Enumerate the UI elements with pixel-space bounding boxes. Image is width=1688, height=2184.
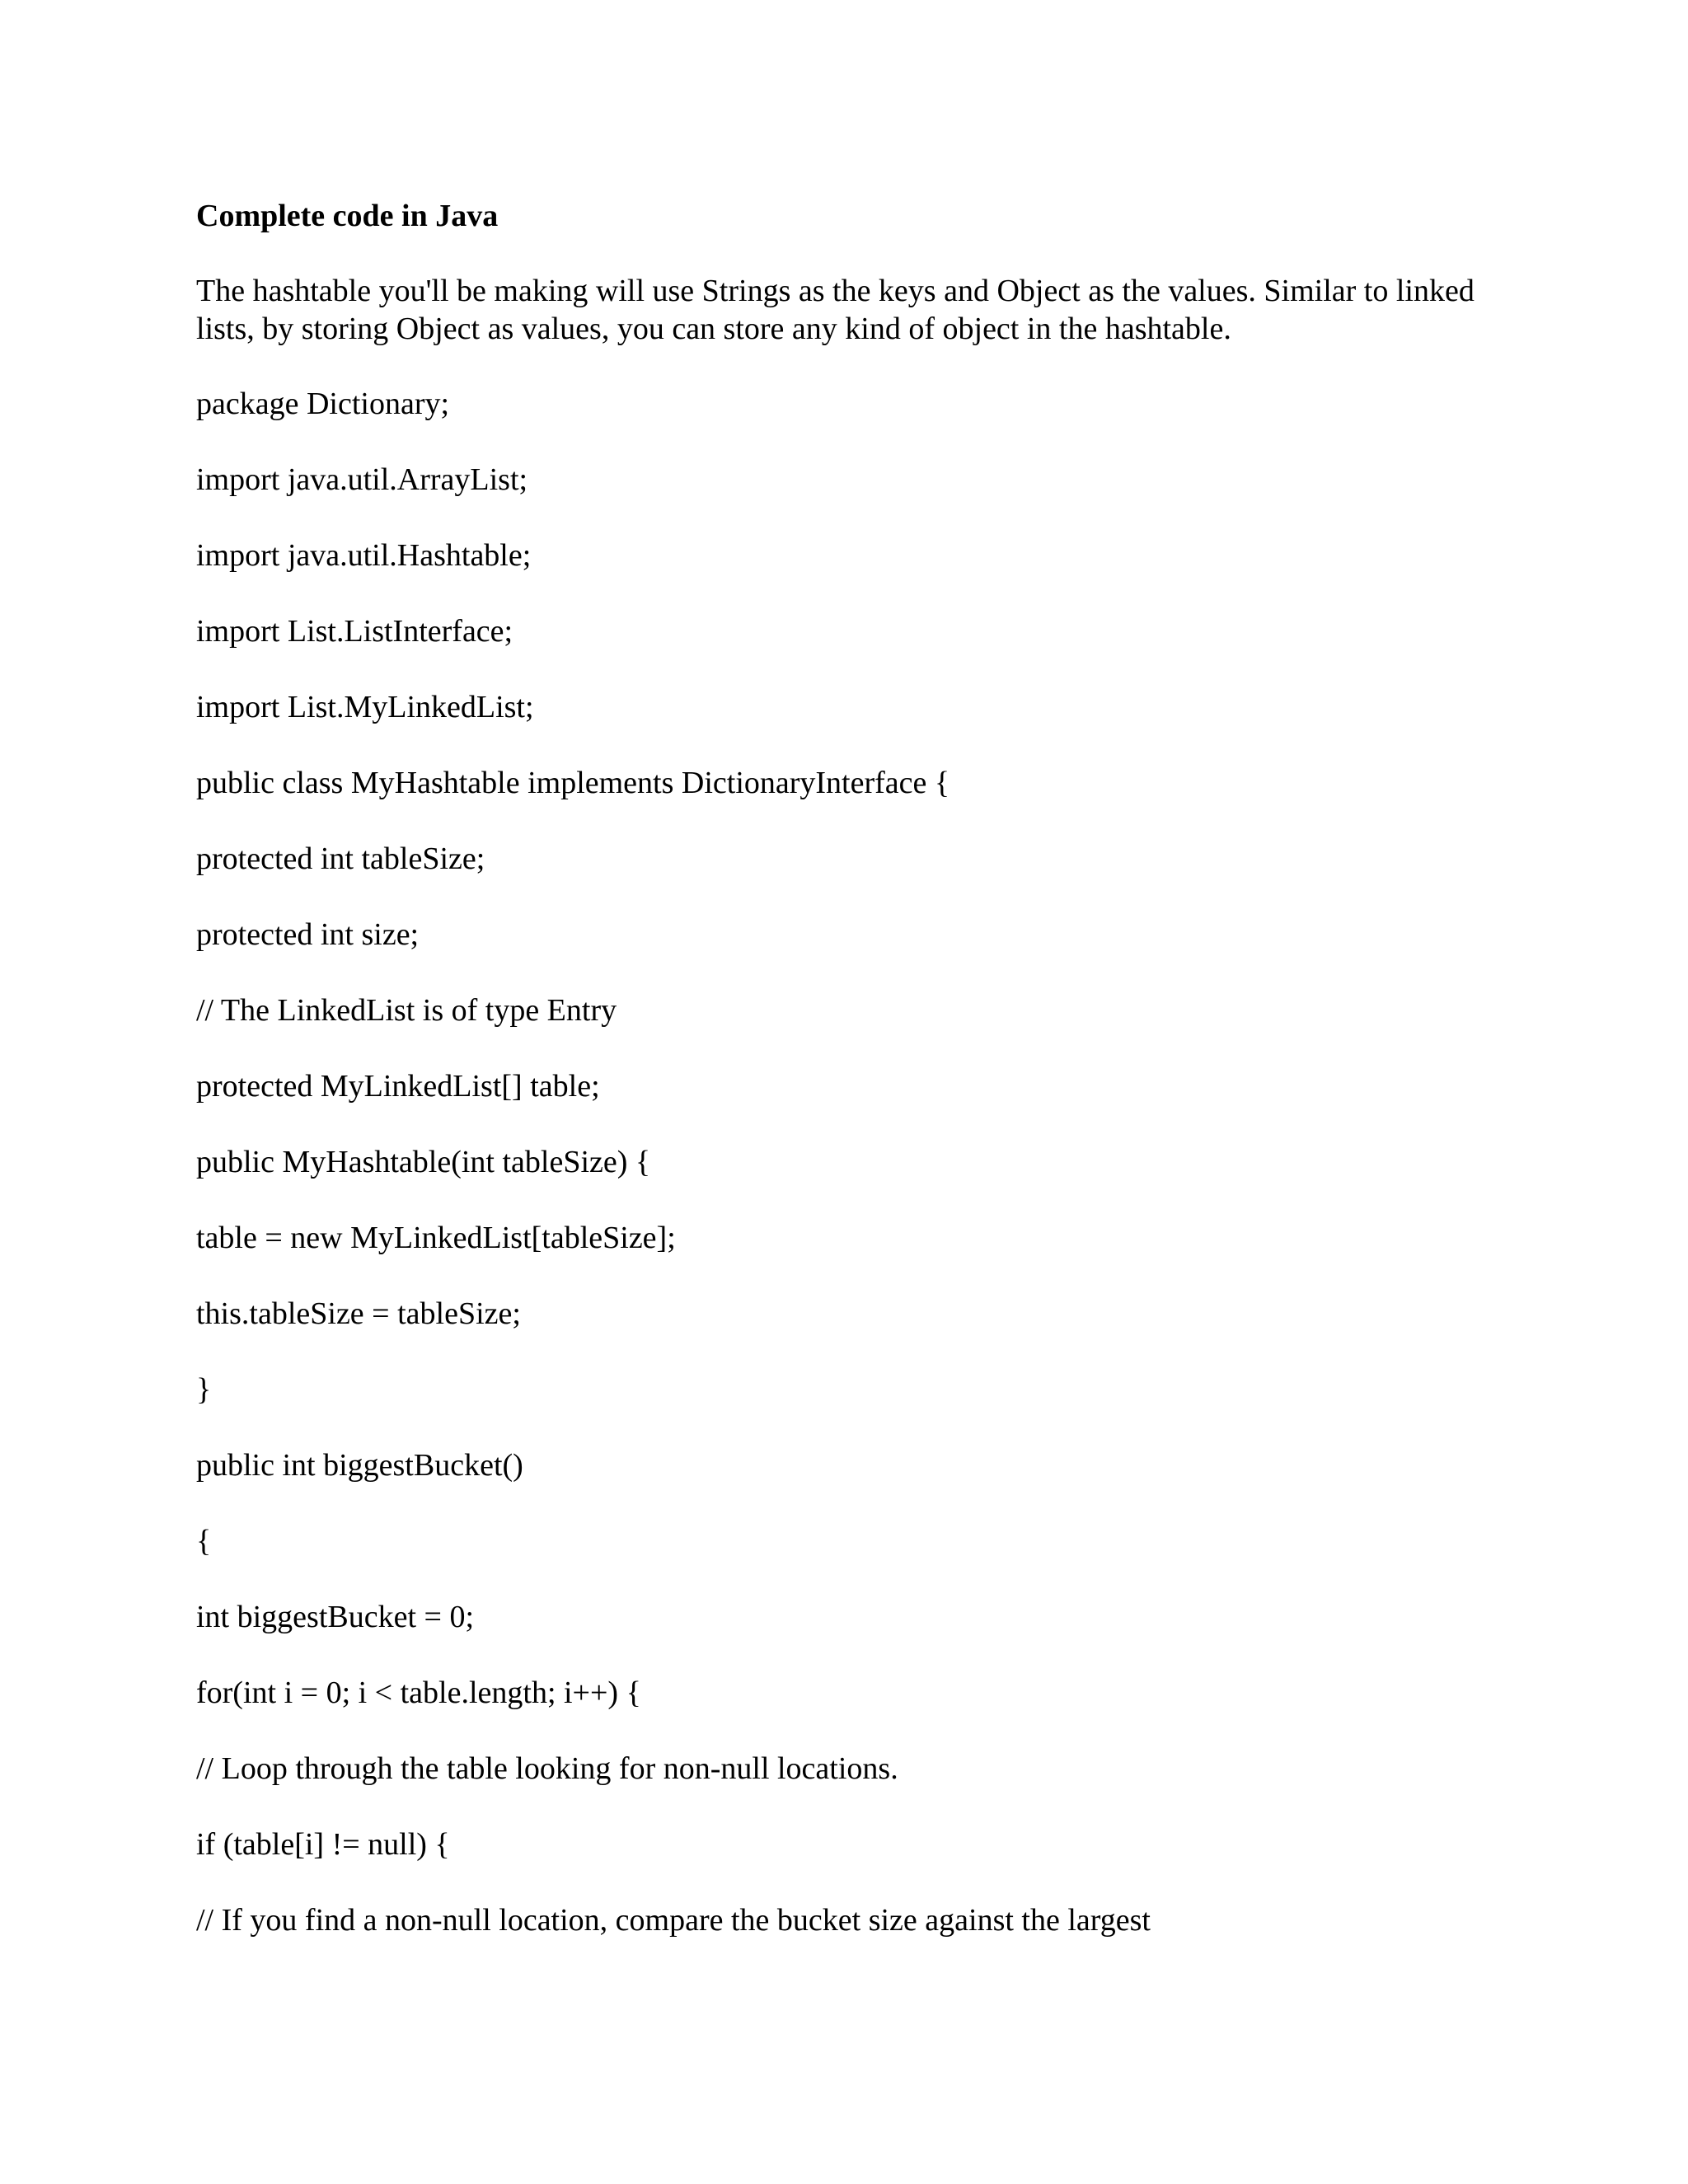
code-comment: // Loop through the table looking for non-null locations. (196, 1751, 898, 1786)
code-listing (196, 384, 1498, 1940)
code-line: } (196, 1372, 212, 1407)
code-line: table = new MyLinkedList[tableSize]; (196, 1221, 676, 1255)
code-line: protected int tableSize; (196, 841, 485, 876)
code-line: { (196, 1524, 212, 1558)
code-line: protected MyLinkedList[] table; (196, 1069, 600, 1104)
code-line: protected int size; (196, 917, 420, 952)
code-line: if (table[i] != null) { (196, 1827, 450, 1862)
code-line: import List.MyLinkedList; (196, 690, 534, 724)
code-line: public MyHashtable(int tableSize) { (196, 1145, 651, 1179)
code-comment: // If you find a non-null location, compare the bucket size against the largest (196, 1903, 1151, 1938)
code-line: import List.ListInterface; (196, 614, 513, 649)
document-content (196, 196, 1498, 1976)
code-line: for(int i = 0; i < table.length; i++) { (196, 1675, 641, 1710)
intro-paragraph: The hashtable you'll be making will use Strings as the keys and Object as the values. Similar to linked lists, by storing Object as values, you can store any kind of object in the hashtable. (196, 274, 1475, 346)
code-line: import java.util.Hashtable; (196, 538, 532, 573)
code-line: package Dictionary; (196, 387, 450, 421)
code-line: import java.util.ArrayList; (196, 462, 528, 497)
code-line: public class MyHashtable implements DictionaryInterface { (196, 766, 950, 800)
code-line: int biggestBucket = 0; (196, 1600, 475, 1634)
code-line: public int biggestBucket() (196, 1448, 523, 1483)
code-line: this.tableSize = tableSize; (196, 1296, 521, 1331)
document-title: Complete code in Java (196, 199, 499, 233)
code-comment: // The LinkedList is of type Entry (196, 993, 617, 1028)
